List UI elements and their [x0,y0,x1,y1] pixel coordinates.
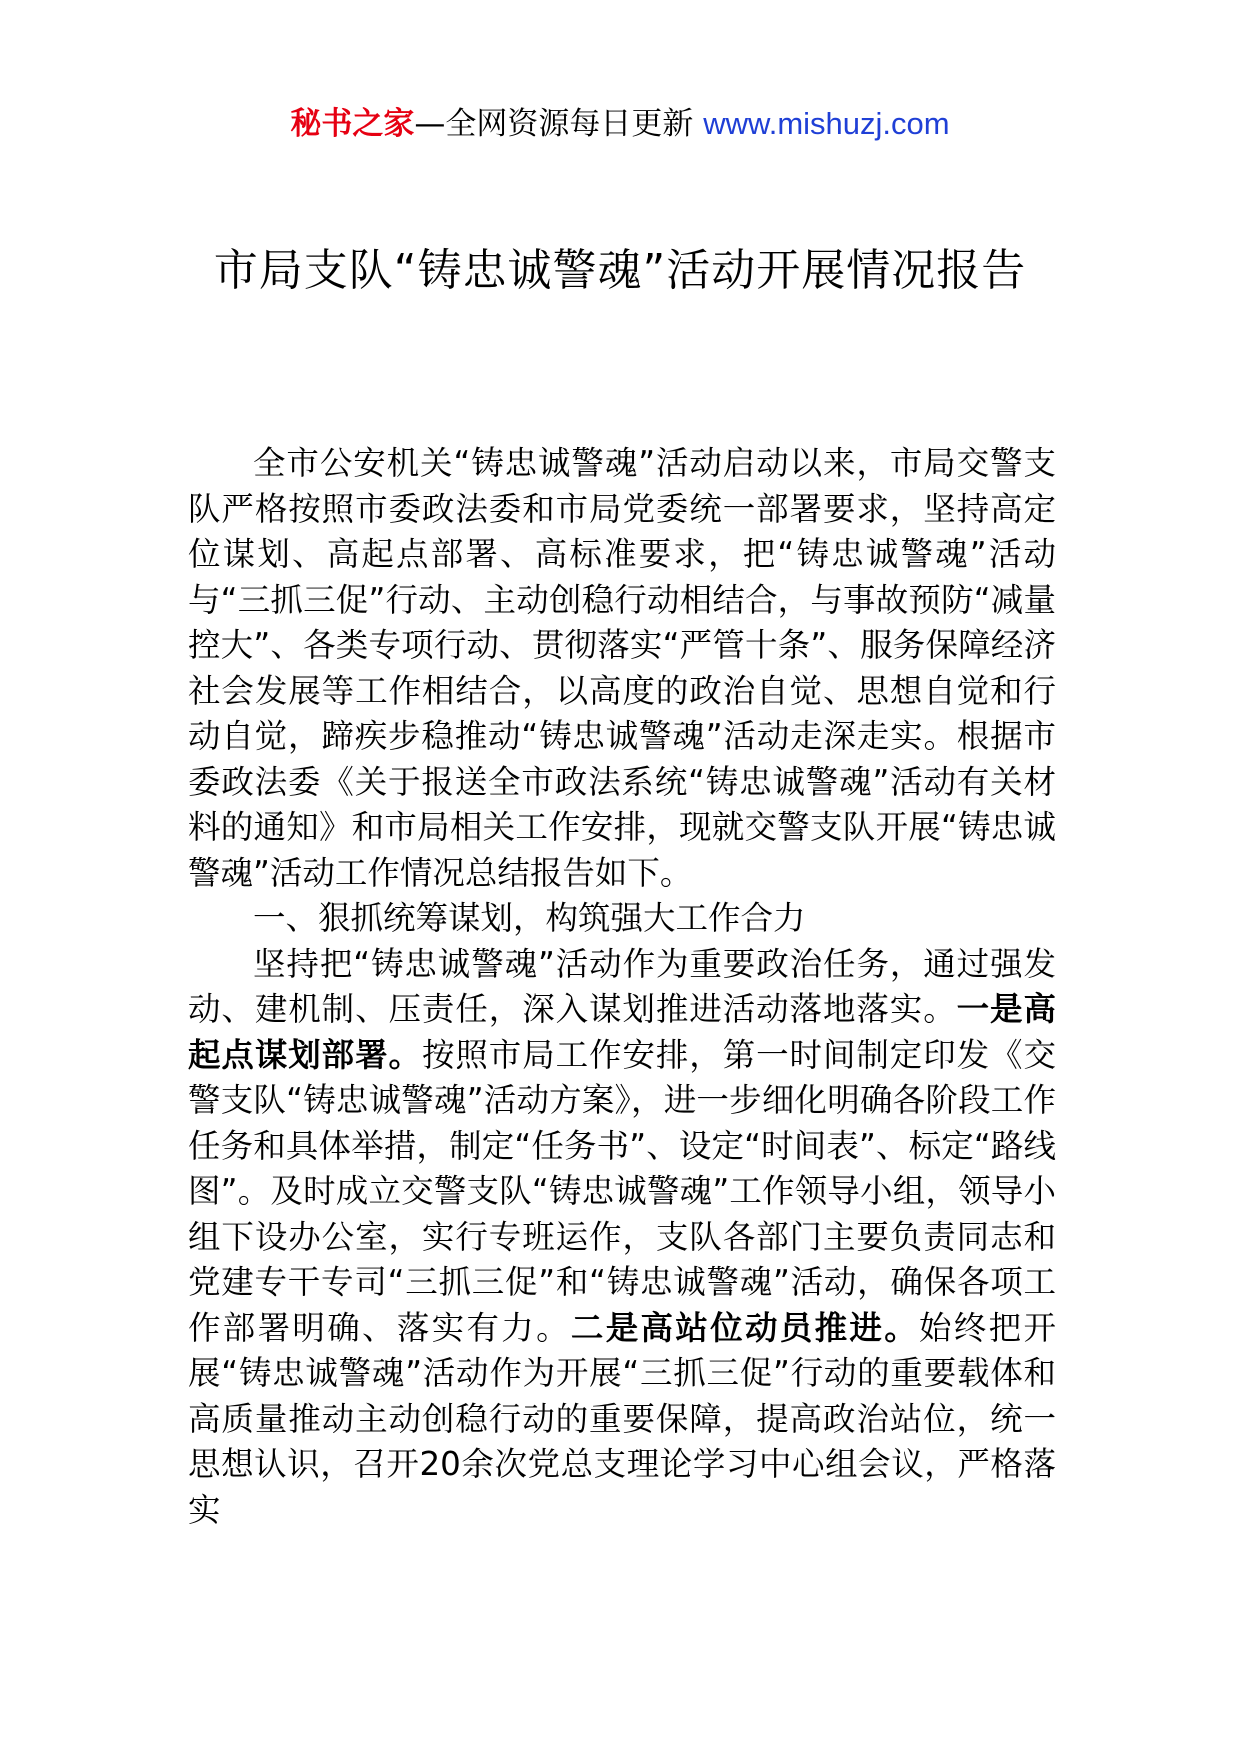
point-1-text: 按照市局工作安排，第一时间制定印发《交警支队“铸忠诚警魂”活动方案》，进一步细化明确各阶段工作任务和具体举措，制定“任务书”、设定“时间表”、标定“路线图”。及时成立交警支队“铸忠诚警魂”工作领导小组，领导小组下设办公室，实行专班运作，支队各部门主要负责同志和党建专干专司“三抓三促”和“铸忠诚警魂”活动，确保各项工作部署明确、落实有力。 [188,1035,1056,1347]
header-url-link[interactable]: www.mishuzj.com [703,106,950,141]
document-title: 市局支队“铸忠诚警魂”活动开展情况报告 [213,245,1027,296]
document-body [188,441,1056,1533]
page-header [0,102,1240,146]
header-brand: 秘书之家 [290,106,415,142]
point-2-text: 始终把开展“铸忠诚警魂”活动作为开展“三抓三促”行动的重要载体和高质量推动主动创稳行动的重要保障，提高政治站位，统一思想认识，召开20余次党总支理论学习中心组会议，严格落实 [188,1308,1056,1529]
section-heading-1: 一、狠抓统筹谋划，构筑强大工作合力 [253,899,806,937]
intro-paragraph: 全市公安机关“铸忠诚警魂”活动启动以来，市局交警支队严格按照市委政法委和市局党委统一部署要求，坚持高定位谋划、高起点部署、高标准要求，把“铸忠诚警魂”活动与“三抓三促”行动、主动创稳行动相结合，与事故预防“减量控大”、各类专项行动、贯彻落实“严管十条”、服务保障经济社会发展等工作相结合，以高度的政治自觉、思想自觉和行动自觉，蹄疾步稳推动“铸忠诚警魂”活动走深走实。根据市委政法委《关于报送全市政法系统“铸忠诚警魂”活动有关材料的通知》和市局相关工作安排，现就交警支队开展“铸忠诚警魂”活动工作情况总结报告如下。 [188,444,1056,892]
section1-lead-text: 坚持把“铸忠诚警魂”活动作为重要政治任务，通过强发动、建机制、压责任，深入谋划推进活动落地落实。 [188,944,1056,1028]
header-slogan: —全网资源每日更新 [414,106,694,142]
point-2-label: 二是高站位动员推进。 [570,1308,920,1347]
point-1-label: 一是高起点谋划部署。 [188,990,1056,1074]
body-paragraph [188,942,1056,1534]
